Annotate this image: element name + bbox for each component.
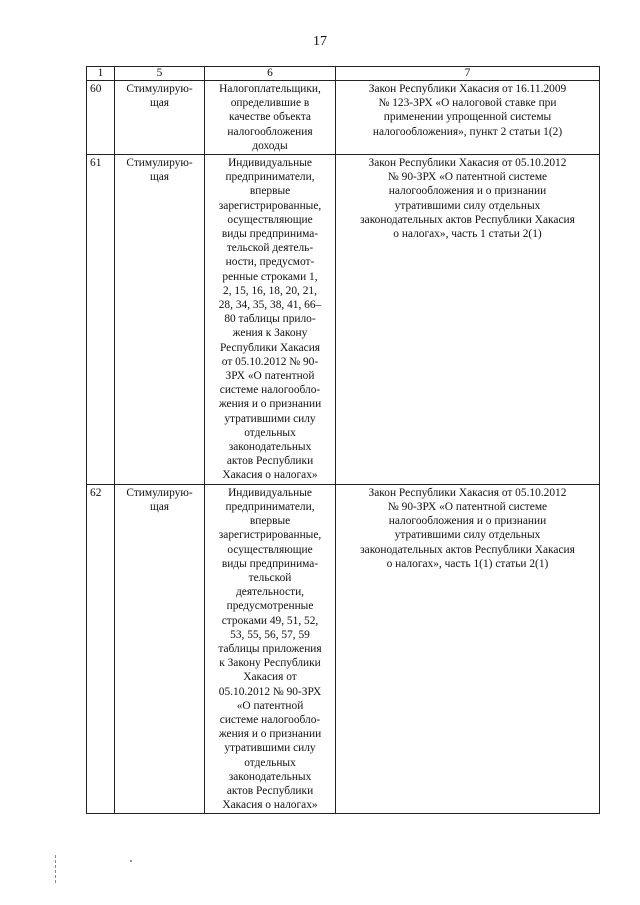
- beneficiary-category-line: утратившими силу: [224, 412, 316, 425]
- page-number: 17: [313, 34, 327, 49]
- legal-basis-line: Закон Республики Хакасия от 05.10.2012: [368, 157, 567, 170]
- beneficiary-category-line: строками 49, 51, 52,: [221, 614, 319, 627]
- row-number: 60: [87, 81, 115, 155]
- beneficiary-category-line: 2, 15, 16, 18, 20, 21,: [223, 284, 317, 297]
- row-number: 62: [87, 484, 115, 814]
- legal-basis-line: утратившими силу отдельных: [394, 529, 541, 542]
- beneficiary-category-line: впервые: [249, 185, 291, 198]
- legal-basis-line: № 90-ЗРХ «О патентной системе: [387, 171, 548, 184]
- beneficiary-category-line: системе налогообло-: [219, 384, 321, 397]
- beneficiary-category-line: доходы: [252, 139, 288, 152]
- legal-basis-line: Закон Республики Хакасия от 05.10.2012: [368, 486, 567, 499]
- beneficiary-category-line: 05.10.2012 № 90-ЗРХ: [218, 685, 322, 698]
- beneficiary-category-line: налогообложения: [227, 125, 313, 138]
- legal-basis-line: о налогах», часть 1 статьи 2(1): [393, 228, 542, 241]
- beneficiary-category-line: зарегистрированные,: [218, 529, 322, 542]
- beneficiary-category-line: Хакасия от: [243, 671, 297, 684]
- beneficiary-category-line: 53, 55, 56, 57, 59: [230, 628, 310, 641]
- column-header: 1: [87, 67, 115, 81]
- beneficiary-category-line: качестве объекта: [229, 111, 311, 124]
- beneficiary-category-line: жения к Закону: [232, 327, 308, 340]
- beneficiary-category-line: отдельных: [244, 426, 296, 439]
- beneficiary-category: [205, 81, 336, 155]
- beneficiary-category-line: зарегистрированные,: [218, 199, 322, 212]
- column-header: 7: [336, 67, 600, 81]
- benefit-type-line: щая: [149, 97, 170, 110]
- beneficiary-category-line: жения и о признании: [218, 728, 322, 741]
- beneficiary-category-line: Индивидуальные: [228, 157, 312, 170]
- legal-basis-line: № 123-ЗРХ «О налоговой ставке при: [378, 97, 557, 110]
- benefit-type: [115, 81, 205, 155]
- benefit-type-line: Стимулирую-: [126, 486, 193, 499]
- legal-basis-line: утратившими силу отдельных: [394, 199, 541, 212]
- legal-basis-line: законодательных актов Республики Хакасия: [360, 543, 575, 556]
- legal-basis-line: Закон Республики Хакасия от 16.11.2009: [368, 83, 567, 95]
- table-header-row: [87, 67, 600, 81]
- benefit-type: [115, 155, 205, 485]
- beneficiary-category-line: от 05.10.2012 № 90-: [221, 355, 319, 368]
- beneficiary-category-line: Республики Хакасия: [219, 341, 321, 354]
- beneficiary-category-line: жения и о признании: [218, 398, 322, 411]
- table-row: [87, 81, 600, 155]
- beneficiary-category-line: системе налогообло-: [219, 713, 321, 726]
- beneficiary-category-line: определившие в: [230, 97, 310, 110]
- beneficiary-category-line: к Закону Республики: [219, 657, 321, 670]
- beneficiary-category-line: отдельных: [244, 756, 296, 769]
- legal-basis-line: о налогах», часть 1(1) статьи 2(1): [386, 557, 549, 570]
- beneficiary-category-line: виды предпринима-: [221, 557, 319, 570]
- row-number: 61: [87, 155, 115, 485]
- beneficiary-category-line: законодательных: [228, 770, 312, 783]
- beneficiary-category-line: ЗРХ «О патентной: [225, 370, 315, 383]
- column-header: 6: [205, 67, 336, 81]
- legal-basis-line: № 90-ЗРХ «О патентной системе: [387, 500, 548, 513]
- beneficiary-category-line: законодательных: [228, 441, 312, 454]
- beneficiary-category-line: деятельности,: [235, 586, 305, 599]
- legal-basis-line: применении упрощенной системы: [383, 111, 552, 124]
- legal-basis: [336, 484, 600, 814]
- beneficiary-category: [205, 484, 336, 814]
- beneficiary-category-line: Хакасия о налогах»: [222, 799, 318, 812]
- beneficiary-category-line: 80 таблицы прило-: [224, 313, 316, 326]
- benefit-type-line: щая: [149, 500, 170, 513]
- beneficiary-category-line: утратившими силу: [224, 742, 316, 755]
- beneficiary-category-line: тельской: [248, 571, 292, 584]
- beneficiary-category-line: предприниматели,: [225, 171, 315, 184]
- beneficiary-category-line: Хакасия о налогах»: [222, 469, 318, 482]
- beneficiary-category-line: виды предпринима-: [221, 228, 319, 241]
- beneficiary-category: [205, 155, 336, 485]
- scan-marks: [54, 853, 58, 893]
- benefit-type: [115, 484, 205, 814]
- beneficiary-category-line: осуществляющие: [227, 543, 313, 556]
- beneficiary-category-line: актов Республики: [226, 455, 314, 468]
- beneficiary-category-line: 28, 34, 35, 38, 41, 66–: [218, 299, 322, 312]
- beneficiary-category-line: предусмотренные: [226, 600, 314, 613]
- beneficiary-category-line: тельской деятель-: [226, 242, 314, 255]
- legal-basis-line: налогообложения», пункт 2 статьи 1(2): [372, 125, 563, 138]
- scan-dot: [130, 860, 132, 862]
- column-header: 5: [115, 67, 205, 81]
- table-row: [87, 155, 600, 485]
- beneficiary-category-line: «О патентной: [236, 699, 304, 712]
- beneficiary-category-line: Налогоплательщики,: [219, 83, 321, 95]
- legal-basis-line: налогообложения и о признании: [388, 185, 547, 198]
- beneficiary-category-line: таблицы приложения: [218, 642, 322, 655]
- beneficiary-category-line: Индивидуальные: [228, 486, 312, 499]
- beneficiary-category-line: впервые: [249, 515, 291, 528]
- beneficiary-category-line: ренные строками 1,: [222, 270, 318, 283]
- legal-basis: [336, 81, 600, 155]
- benefit-type-line: Стимулирую-: [126, 83, 193, 95]
- beneficiary-category-line: ности, предусмот-: [225, 256, 315, 269]
- legal-basis-line: законодательных актов Республики Хакасия: [360, 213, 575, 226]
- benefit-type-line: щая: [149, 171, 170, 184]
- legal-basis-line: налогообложения и о признании: [388, 515, 547, 528]
- beneficiary-category-line: осуществляющие: [227, 213, 313, 226]
- legal-basis: [336, 155, 600, 485]
- beneficiary-category-line: актов Республики: [226, 784, 314, 797]
- table-row: [87, 484, 600, 814]
- beneficiary-category-line: предприниматели,: [225, 500, 315, 513]
- benefit-type-line: Стимулирую-: [126, 157, 193, 170]
- benefits-table: [86, 66, 600, 814]
